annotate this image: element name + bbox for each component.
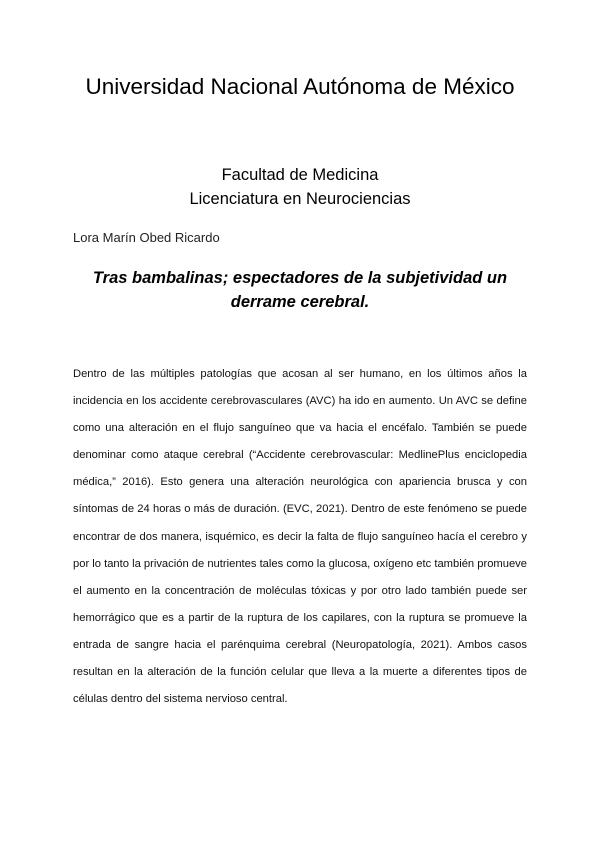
author-name: Lora Marín Obed Ricardo	[73, 230, 220, 245]
faculty-heading: Facultad de Medicina	[221, 166, 379, 184]
program-heading: Licenciatura en Neurociencias	[189, 190, 411, 208]
faculty-block	[0, 163, 600, 211]
university-heading: Universidad Nacional Autónoma de México	[85, 74, 515, 99]
essay-title: Tras bambalinas; espectadores de la subjetividad un derrame cerebral.	[92, 269, 508, 311]
body-paragraph: Dentro de las múltiples patologías que acosan al ser humano, en los últimos años la incidencia en los accidente cerebrovasculares (AVC) ha ido en aumento. Un AVC se define como una alteración en el flujo sanguíneo que va hacia el encéfalo. También se puede denominar como ataque cerebral (“Accidente cerebrovascular: MedlinePlus enciclopedia médica,” 2016). Esto genera una alteración neurológica con apariencia brusca y con síntomas de 24 horas o más de duración. (EVC, 2021). Dentro de este fenómeno se puede encontrar de dos manera, isquémico, es decir la falta de flujo sanguíneo hacía el cerebro y por lo tanto la privación de nutrientes tales como la glucosa, oxígeno etc también promueve el aumento en la concentración de moléculas tóxicas y por otro lado también puede ser hemorrágico que es a partir de la ruptura de los capilares, con la ruptura se promueve la entrada de sangre hacia el parénquima cerebral (Neuropatología, 2021). Ambos casos resultan en la alteración de la función celular que lleva a la muerte a diferentes tipos de células dentro del sistema nervioso central.	[73, 368, 527, 706]
